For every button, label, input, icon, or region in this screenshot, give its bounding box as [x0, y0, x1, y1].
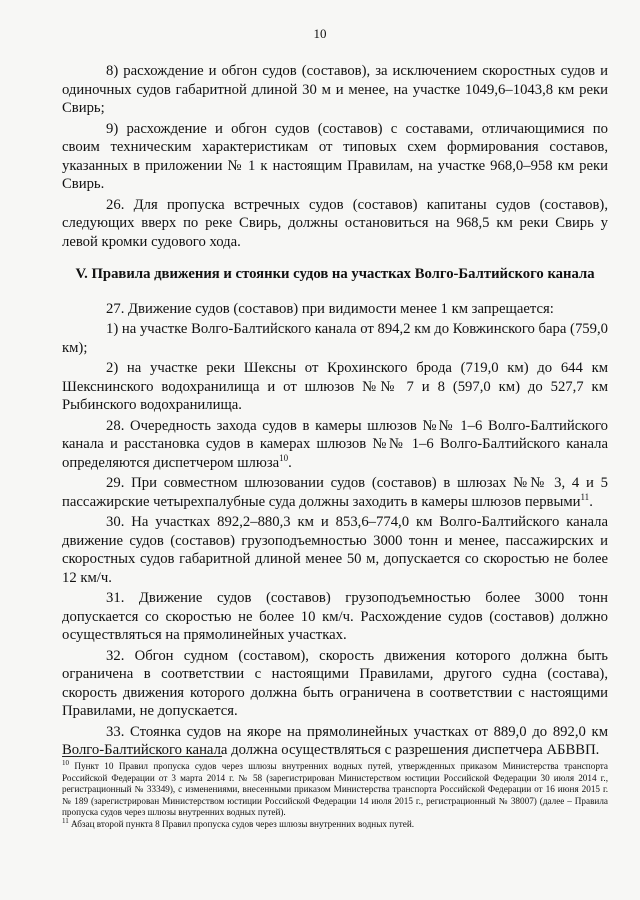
paragraph-punctuation: .	[589, 493, 593, 510]
paragraph-text: 30. На участках 892,2–880,3 км и 853,6–774,0 км Волго-Балтийского канала движение судов (составов) грузоподъемностью 3000 тонн и менее, пассажирских и скоростных судов габаритной длиной менее 50 м, допускается со скоростью не более 12 км/ч.	[62, 514, 608, 586]
paragraph-text: 31. Движение судов (составов) грузоподъемностью более 3000 тонн допускается со скоростью не более 10 км/ч. Расхождение судов (составов) должно осуществляться на прямолинейных участках.	[62, 590, 608, 643]
document-body	[62, 62, 608, 762]
paragraph	[62, 647, 608, 721]
footnote-reference: 10	[279, 452, 289, 463]
paragraph	[62, 359, 608, 415]
footnote-list	[62, 758, 608, 831]
paragraph-text: 8) расхождение и обгон судов (составов), за исключением скоростных судов и одиночных судов габаритной длиной 30 м и менее, на участке 1049,6–1043,8 км реки Свирь;	[62, 63, 608, 116]
footnote	[62, 816, 608, 831]
paragraph	[62, 417, 608, 473]
paragraph	[62, 474, 608, 511]
top-paragraphs	[62, 62, 608, 251]
paragraph	[62, 300, 608, 319]
paragraph	[62, 513, 608, 587]
paragraph-text: 32. Обгон судном (составом), скорость движения которого должна быть ограничена в соответствии с настоящими Правилами, другого судна (состава), скорость движения которого должна быть ограничена в соответствии с настоящими Правилами, не допускается.	[62, 647, 608, 719]
footnote-text: Абзац второй пункта 8 Правил пропуска судов через шлюзы внутренних водных путей.	[68, 818, 415, 829]
footnote-text: Пункт 10 Правил пропуска судов через шлюзы внутренних водных путей, утвержденных приказом Министерства транспорта Российской Федерации от 3 марта 2014 г. № 58 (зарегистрирован Министерством юстиции Российской Федерации 30 июля 2014 г., регистрационный № 33349), с изменениями, внесенными приказом Министерства транспорта Российской Федерации от 16 июня 2015 г. № 189 (зарегистрирован Министерством юстиции Российской Федерации 14 июля 2015 г., регистрационный № 38007) (далее – Правила пропуска судов через шлюзы внутренних водных путей).	[62, 761, 608, 818]
paragraph	[62, 120, 608, 194]
page-number: 10	[313, 26, 327, 41]
paragraph	[62, 723, 608, 760]
paragraph-text: 9) расхождение и обгон судов (составов) с составами, отличающимися по своим техническим характеристикам от типовых схем формирования составов, указанных в приложении № 1 к настоящим Правилам, на участке 968,0–958 км реки Свирь.	[62, 120, 608, 192]
footnotes	[62, 756, 608, 831]
paragraph-text: 27. Движение судов (составов) при видимости менее 1 км запрещается:	[106, 300, 554, 317]
footnote-divider	[62, 756, 222, 757]
section-heading: V. Правила движения и стоянки судов на участках Волго-Балтийского канала	[75, 266, 595, 282]
paragraph-text: 29. При совместном шлюзовании судов (составов) в шлюзах №№ 3, 4 и 5 пассажирские четырехпалубные суда должны заходить в камеры шлюзов первыми	[62, 475, 608, 510]
footnote	[62, 758, 608, 819]
paragraph-text: 2) на участке реки Шексны от Крохинского брода (719,0 км) до 644 км Шекснинского водохранилища и от шлюзов №№ 7 и 8 (597,0 км) до 527,7 км Рыбинского водохранилища.	[62, 360, 608, 413]
footnote-mark: 11	[62, 816, 69, 825]
footnote-mark: 10	[62, 758, 69, 767]
paragraph-text: 33. Стоянка судов на якоре на прямолинейных участках от 889,0 до 892,0 км Волго-Балтийского канала должна осуществляться с разрешения диспетчера АБВВП.	[62, 723, 608, 758]
paragraph	[62, 320, 608, 357]
paragraph-text: 28. Очередность захода судов в камеры шлюзов №№ 1–6 Волго-Балтийского канала и расстановка судов в камерах шлюзов №№ 1–6 Волго-Балтийского канала определяются диспетчером шлюза	[62, 417, 608, 471]
paragraph-text: 1) на участке Волго-Балтийского канала от 894,2 км до Ковжинского бара (759,0 км);	[62, 321, 608, 356]
section-paragraphs	[62, 300, 608, 760]
paragraph	[62, 589, 608, 645]
footnote-reference: 11	[580, 491, 590, 502]
paragraph	[62, 196, 608, 252]
paragraph	[62, 62, 608, 118]
paragraph-text: 26. Для пропуска встречных судов (составов) капитаны судов (составов), следующих вверх по реке Свирь, должны остановиться на 968,5 км реки Свирь у левой кромки судового хода.	[62, 196, 608, 250]
paragraph-punctuation: .	[288, 454, 292, 471]
